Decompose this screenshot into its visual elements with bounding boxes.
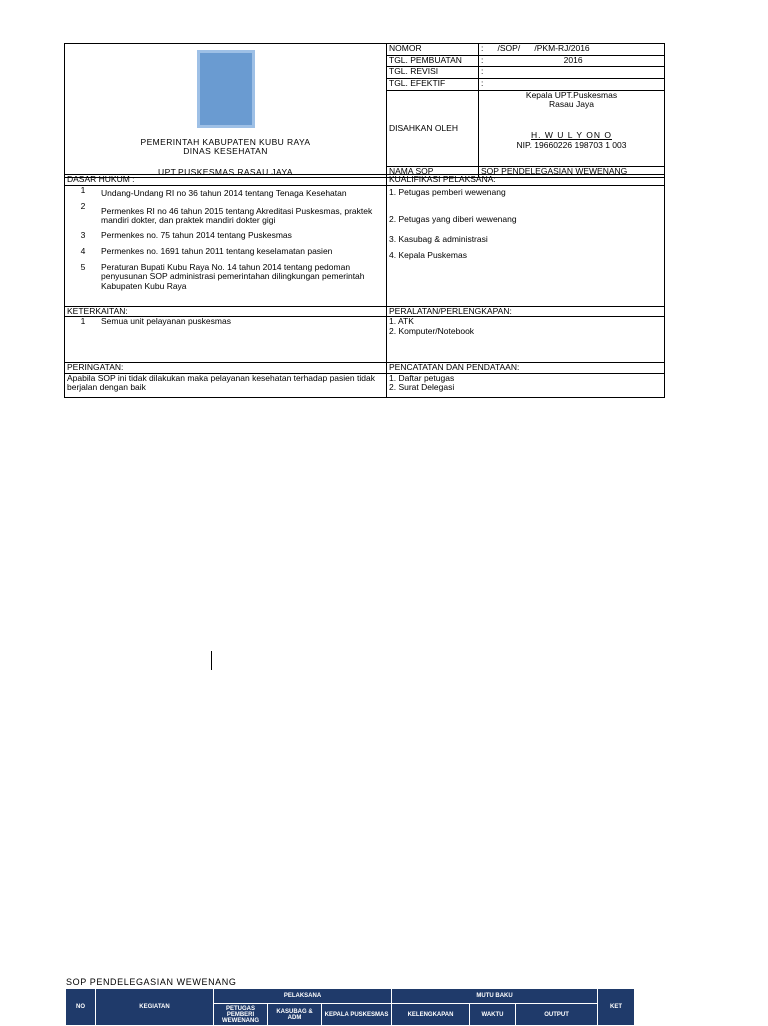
list-item-number: 3 [80,231,86,240]
col-pelaksana: PELAKSANA [214,989,392,1004]
col-ket: KET [598,989,635,1026]
approver-nip: NIP. 19660226 198703 1 003 [516,139,627,150]
list-item: Undang-Undang RI no 36 tahun 2014 tentang Tenaga Kesehatan [101,188,347,198]
list-item: 3. Kasubag & administrasi [389,234,488,244]
peringatan-title: PERINGATAN: [65,363,387,373]
institution-logo [197,50,255,128]
col-no: NO [66,989,96,1026]
list-item-number: 1 [80,186,86,195]
peringatan-text: Apabila SOP ini tidak dilakukan maka pelayanan kesehatan terhadap pasien tidak berjalan dengan baik [65,373,387,397]
dasar-hukum-list [65,186,387,307]
approval-label: DISAHKAN OLEH [387,90,479,166]
list-item-number: 5 [80,263,86,272]
list-item: 2. Komputer/Notebook [389,325,475,336]
field-label-tgl-pembuatan: TGL. PEMBUATAN [387,55,479,67]
sop-name-value: SOP PENDELEGASIAN WEWENANG [479,167,665,178]
gov-name: PEMERINTAH KABUPATEN KUBU RAYA [140,137,311,147]
flow-table-header [65,988,635,1026]
list-item-number: 1 [80,317,86,327]
approver-name: H. W U L Y ON O [531,130,612,141]
peralatan-list [387,317,665,363]
list-item: 1. ATK [389,316,414,327]
field-label-nomor: NOMOR [387,44,479,56]
institution-block [65,44,387,178]
field-value-nomor: : /SOP/ /PKM-RJ/2016 [479,44,665,56]
pencatatan-title: PENCATATAN DAN PENDATAAN: [387,363,665,373]
list-item: Permenkes no. 75 tahun 2014 tentang Puskesmas [101,231,292,240]
list-item: 1. Petugas pemberi wewenang [389,187,506,197]
list-item-number: 2 [80,202,86,211]
list-item-number: 4 [80,247,86,256]
sop-header-table [64,43,665,178]
approver-title-1: Kepala UPT.Puskesmas [525,90,618,100]
field-value-tgl-efektif: : [479,78,665,90]
col-petugas: PETUGAS PEMBERI WEWENANG [214,1004,268,1026]
list-item: 2. Petugas yang diberi wewenang [389,214,517,224]
col-kegiatan: KEGIATAN [96,989,214,1026]
approver-title-2: Rasau Jaya [549,98,594,109]
sop-body-table [64,174,665,398]
list-item: Permenkes no. 1691 tahun 2011 tentang keselamatan pasien [101,247,333,256]
col-kasubag: KASUBAG & ADM [268,1004,322,1026]
peralatan-title: PERALATAN/PERLENGKAPAN: [387,307,665,317]
keterkaitan-title: KETERKAITAN: [65,307,387,317]
list-item: Semua unit pelayanan puskesmas [101,317,231,327]
flow-title: SOP PENDELEGASIAN WEWENANG [66,977,237,987]
field-value-tgl-revisi: : [479,67,665,79]
text-cursor [211,651,212,670]
puskesmas-name: UPT.PUSKESMAS RASAU JAYA [158,166,293,177]
col-mutu-baku: MUTU BAKU [392,989,598,1004]
agency-name: DINAS KESEHATAN [183,146,268,157]
kualifikasi-list [387,186,665,307]
list-item: 4. Kepala Puskemas [389,250,467,260]
field-label-tgl-revisi: TGL. REVISI [387,67,479,79]
field-label-tgl-efektif: TGL. EFEKTIF [387,78,479,90]
col-kelengkapan: KELENGKAPAN [392,1004,470,1026]
sop-name-label: NAMA SOP [387,167,479,178]
list-item: Permenkes RI no 46 tahun 2015 tentang Akreditasi Puskesmas, praktek mandiri dokter, dan praktek mandiri dokter gigi [101,206,373,226]
list-item: Peraturan Bupati Kubu Raya No. 14 tahun 2014 tentang pedoman penyusunan SOP administrasi pemerintahan dilingkungan pemerintah Kabupaten Kubu Raya [101,263,365,291]
list-item: 1. Daftar petugas [389,373,455,383]
approver-block [479,90,665,166]
list-item: 2. Surat Delegasi [389,382,455,393]
kualifikasi-title: KUALIFIKASI PELAKSANA: [387,175,665,186]
col-output: OUTPUT [516,1004,598,1026]
col-kepala: KEPALA PUSKESMAS [322,1004,392,1026]
keterkaitan-list [65,317,387,363]
field-value-tgl-pembuatan: : 2016 [479,55,665,67]
dasar-hukum-title: DASAR HUKUM : [65,175,387,186]
col-waktu: WAKTU [470,1004,516,1026]
pencatatan-list [387,373,665,397]
